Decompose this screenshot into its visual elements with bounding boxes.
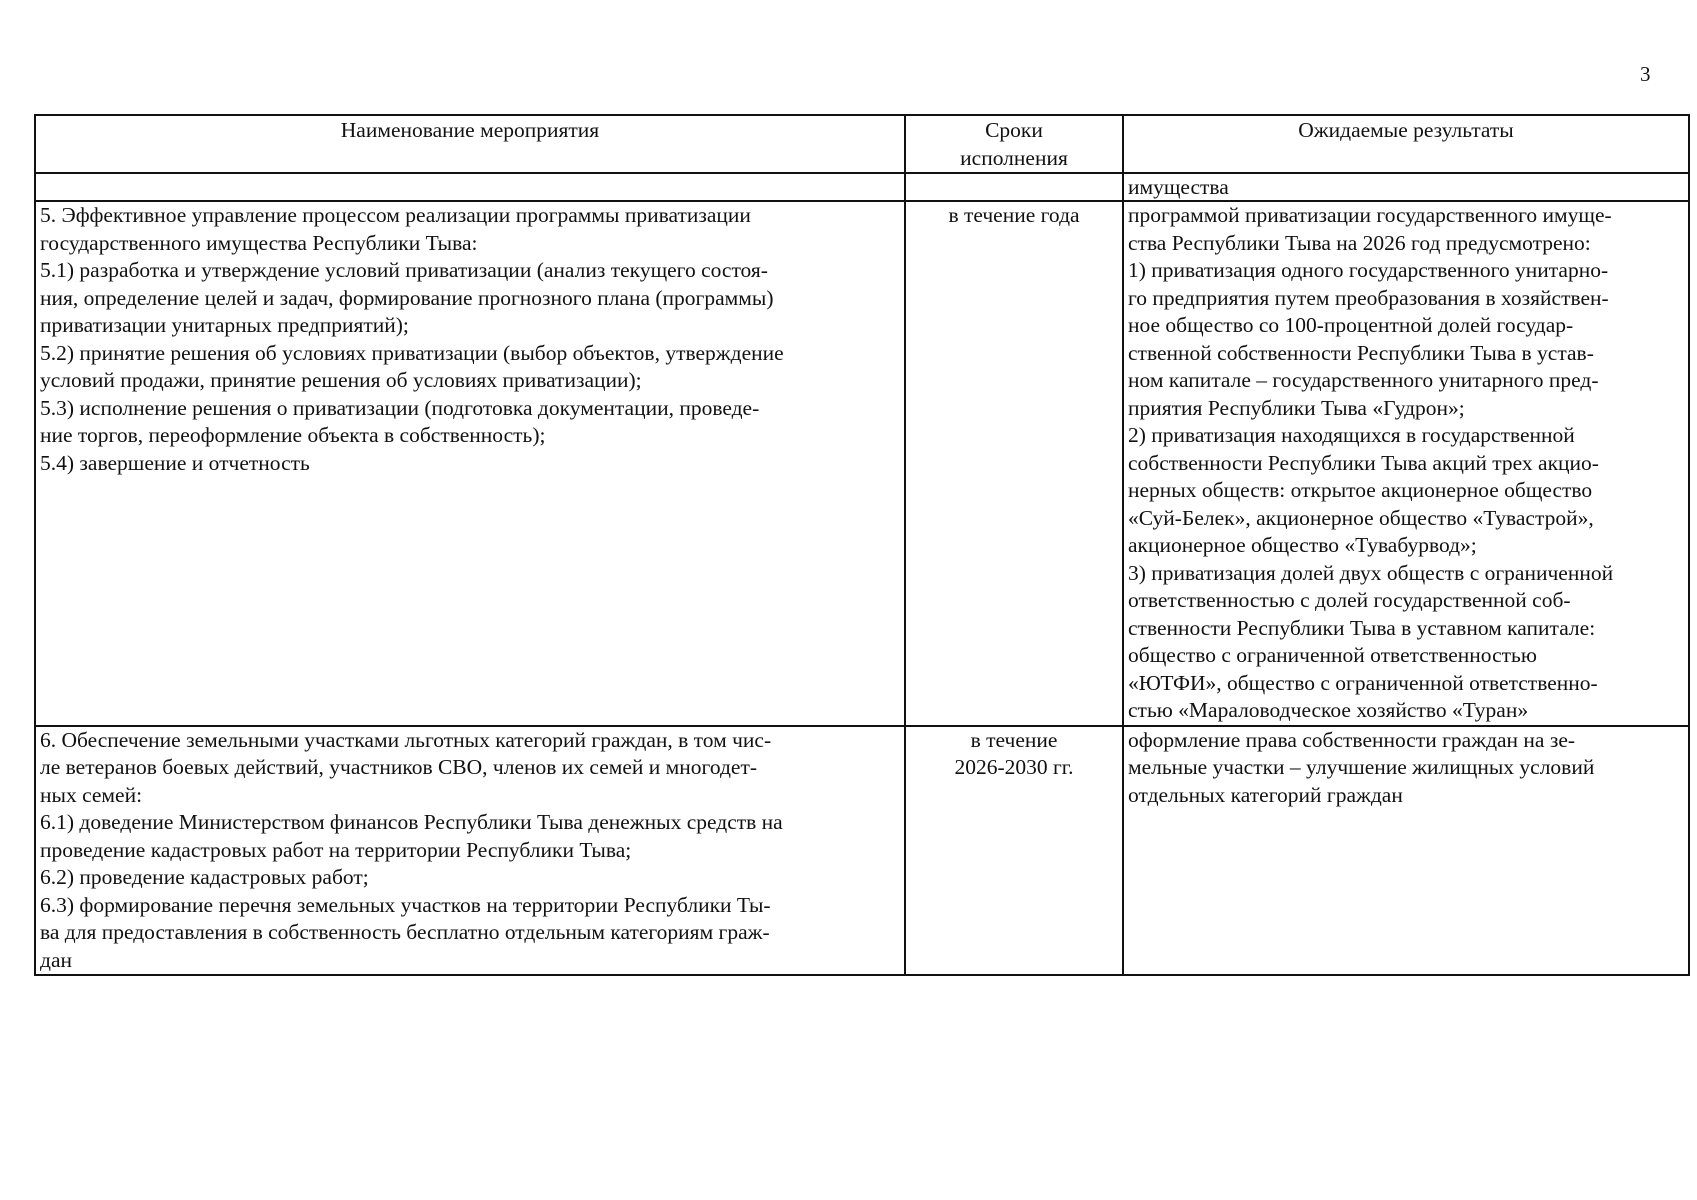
text-line: ственной собственности Республики Тыва в устав- — [1128, 340, 1594, 365]
expected-results-cell — [1123, 201, 1689, 726]
header-deadline-line: Сроки — [985, 118, 1043, 142]
text-line: 2026-2030 гг. — [954, 755, 1074, 779]
text-line: ния, определение целей и задач, формирование прогнозного плана (программы) — [40, 285, 774, 310]
text-line: 2) приватизация находящихся в государственной — [1128, 423, 1575, 447]
text-line: дан — [40, 947, 72, 972]
text-line: ственности Республики Тыва в уставном капитале: — [1128, 615, 1596, 640]
measure-name-cell — [35, 726, 905, 976]
header-expected-results: Ожидаемые результаты — [1123, 115, 1689, 173]
text-line: 5.4) завершение и отчетность — [40, 450, 310, 475]
text-line: программой приватизации государственного имуще- — [1128, 203, 1612, 227]
text-line: ное общество со 100-процентной долей государ- — [1128, 313, 1574, 337]
carryover-results-cell: имущества — [1123, 173, 1689, 201]
carryover-measure-cell — [35, 173, 905, 201]
measures-table — [34, 114, 1690, 976]
expected-results-cell — [1123, 726, 1689, 976]
table-row-carryover — [35, 173, 1689, 201]
text-line: акционерное общество «Тувабурвод»; — [1128, 533, 1477, 557]
table-row-measure-6 — [35, 726, 1689, 976]
text-line: ответственностью с долей государственной соб- — [1128, 588, 1571, 612]
text-line: 5.2) принятие решения об условиях приватизации (выбор объектов, утверждение — [40, 340, 784, 365]
text-line: «Суй-Белек», акционерное общество «Тувастрой», — [1128, 505, 1594, 530]
text-line: ных семей: — [40, 782, 143, 807]
text-line: собственности Республики Тыва акций трех акцио- — [1128, 450, 1599, 475]
text-line: в течение — [970, 727, 1058, 752]
text-line: стью «Мараловодческое хозяйство «Туран» — [1128, 698, 1529, 722]
text-line: оформление права собственности граждан на зе- — [1128, 727, 1576, 752]
table-row-measure-5 — [35, 201, 1689, 726]
header-deadline — [905, 115, 1123, 173]
text-line: ства Республики Тыва на 2026 год предусмотрено: — [1128, 230, 1591, 255]
text-line: общество с ограниченной ответственностью — [1128, 643, 1537, 667]
text-line: 6. Обеспечение земельными участками льготных категорий граждан, в том чис- — [40, 727, 772, 752]
text-line: приватизации унитарных предприятий); — [40, 313, 409, 337]
text-line: 5.3) исполнение решения о приватизации (подготовка документации, проведе- — [40, 395, 760, 420]
text-line: го предприятия путем преобразования в хозяйствен- — [1128, 285, 1609, 310]
text-line: 1) приватизация одного государственного унитарно- — [1128, 258, 1609, 282]
deadline-cell — [905, 726, 1123, 976]
text-line: условий продажи, принятие решения об условиях приватизации); — [40, 368, 642, 392]
text-line: мельные участки – улучшение жилищных условий — [1128, 755, 1595, 779]
text-line: ном капитале – государственного унитарного пред- — [1128, 368, 1599, 392]
text-line: ние торгов, переоформление объекта в собственность); — [40, 423, 546, 447]
carryover-deadline-cell — [905, 173, 1123, 201]
text-line: приятия Республики Тыва «Гудрон»; — [1128, 395, 1465, 420]
text-line: 6.1) доведение Министерством финансов Республики Тыва денежных средств на — [40, 810, 783, 834]
text-line: 6.3) формирование перечня земельных участков на территории Республики Ты- — [40, 892, 771, 917]
header-deadline-line: исполнения — [960, 145, 1068, 170]
page-number: 3 — [1640, 62, 1651, 86]
text-line: ле ветеранов боевых действий, участников СВО, членов их семей и многодет- — [40, 755, 757, 779]
text-line: проведение кадастровых работ на территории Республики Тыва; — [40, 837, 632, 862]
text-line: отдельных категорий граждан — [1128, 782, 1403, 807]
header-measure-name: Наименование мероприятия — [35, 115, 905, 173]
text-line: 5.1) разработка и утверждение условий приватизации (анализ текущего состоя- — [40, 258, 768, 282]
text-line: «ЮТФИ», общество с ограниченной ответственно- — [1128, 670, 1598, 695]
text-line: ва для предоставления в собственность бесплатно отдельным категориям граж- — [40, 920, 770, 944]
deadline-cell — [905, 201, 1123, 726]
text-line: 6.2) проведение кадастровых работ; — [40, 865, 369, 889]
text-line: нерных обществ: открытое акционерное общество — [1128, 478, 1593, 502]
text-line: 3) приватизация долей двух обществ с ограниченной — [1128, 560, 1614, 585]
table-header-row — [35, 115, 1689, 173]
text-line: в течение года — [948, 203, 1080, 227]
text-line: 5. Эффективное управление процессом реализации программы приватизации — [40, 203, 751, 227]
measure-name-cell — [35, 201, 905, 726]
text-line: государственного имущества Республики Тыва: — [40, 230, 478, 255]
